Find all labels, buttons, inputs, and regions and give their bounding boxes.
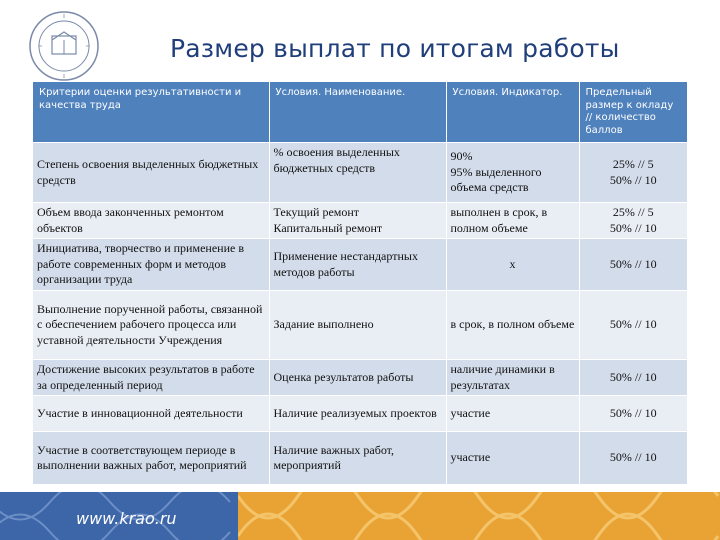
cell-condition-name: Наличие реализуемых проектов [269, 396, 446, 432]
cell-limit: 25% // 5 50% // 10 [579, 143, 687, 203]
cell-criteria: Выполнение порученной работы, связанной с обеспечением рабочего процесса или уставной деятельности Учреждения [33, 291, 269, 360]
cell-indicator: участие [446, 432, 579, 484]
header-criteria: Критерии оценки результативности и качества труда [33, 82, 269, 143]
cell-criteria: Достижение высоких результатов в работе за определенный период [33, 360, 269, 396]
header-limit-score: Предельный размер к окладу // количество баллов [579, 82, 687, 143]
footer-banner [0, 492, 720, 540]
cell-condition-name: Оценка результатов работы [269, 360, 446, 396]
table-row [33, 360, 687, 396]
cell-condition-name: Задание выполнено [269, 291, 446, 360]
cell-limit: 50% // 10 [579, 396, 687, 432]
cell-limit: 50% // 10 [579, 291, 687, 360]
cell-condition-name: Наличие важных работ, мероприятий [269, 432, 446, 484]
footer-website[interactable]: www.krao.ru [76, 509, 177, 528]
footer-pattern [238, 492, 720, 540]
cell-criteria: Участие в соответствующем периоде в выполнении важных работ, мероприятий [33, 432, 269, 484]
cell-criteria: Степень освоения выделенных бюджетных средств [33, 143, 269, 203]
cell-criteria: Инициатива, творчество и применение в работе современных форм и методов организации труда [33, 239, 269, 291]
header-condition-indicator: Условия. Индикатор. [446, 82, 579, 143]
cell-indicator: 90% 95% выделенного объема средств [446, 143, 579, 203]
cell-criteria: Участие в инновационной деятельности [33, 396, 269, 432]
table-row [33, 396, 687, 432]
footer-blue-panel [0, 492, 238, 540]
table-row [33, 239, 687, 291]
cell-limit: 50% // 10 [579, 360, 687, 396]
header-condition-name: Условия. Наименование. [269, 82, 446, 143]
cell-condition-name: Применение нестандартных методов работы [269, 239, 446, 291]
cell-indicator: x [446, 239, 579, 291]
table-row [33, 203, 687, 239]
cell-indicator: наличие динамики в результатах [446, 360, 579, 396]
cell-indicator: участие [446, 396, 579, 432]
table-row [33, 291, 687, 360]
footer-orange-panel [238, 492, 720, 540]
table-row [33, 432, 687, 484]
cell-condition-name: Текущий ремонт Капитальный ремонт [269, 203, 446, 239]
krao-seal-logo [28, 10, 100, 82]
table-header-row [33, 82, 687, 143]
table-row [33, 143, 687, 203]
cell-limit: 25% // 5 50% // 10 [579, 203, 687, 239]
page-title: Размер выплат по итогам работы [170, 34, 620, 63]
cell-criteria: Объем ввода законченных ремонтом объектов [33, 203, 269, 239]
cell-indicator: в срок, в полном объеме [446, 291, 579, 360]
cell-limit: 50% // 10 [579, 432, 687, 484]
criteria-table [33, 82, 687, 484]
cell-limit: 50% // 10 [579, 239, 687, 291]
cell-condition-name: % освоения выделенных бюджетных средств [269, 143, 446, 203]
cell-indicator: выполнен в срок, в полном объеме [446, 203, 579, 239]
